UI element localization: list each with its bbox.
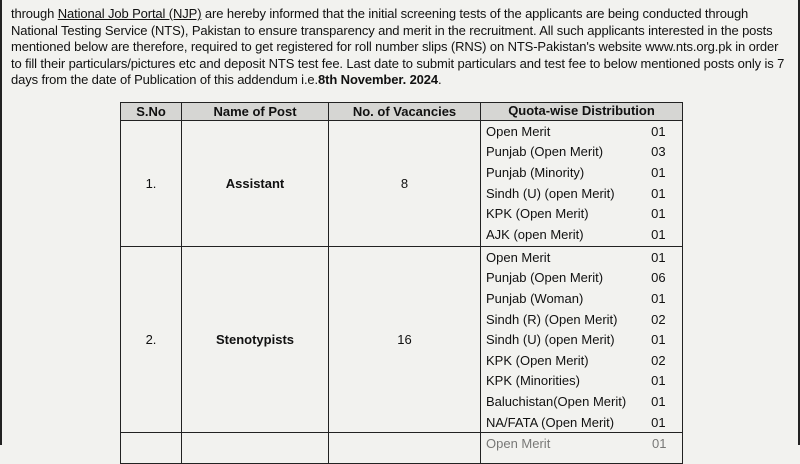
- quota-count: 01: [651, 123, 666, 139]
- quota-item: [481, 391, 681, 412]
- header-sno: S.No: [121, 103, 182, 121]
- row-post: [182, 433, 329, 464]
- quota-name: Sindh (U) (open Merit): [486, 332, 615, 348]
- row-post: Stenotypists: [182, 247, 329, 433]
- quota-name: NA/FATA (Open Merit): [486, 414, 615, 430]
- notice-line-1-rest: are hereby informed that the initial screening tests of the applicants are being conducted through: [201, 6, 749, 21]
- quota-name: Sindh (U) (open Merit): [486, 185, 615, 201]
- njp-link[interactable]: National Job Portal (NJP): [57, 6, 202, 21]
- quota-name: Open Merit: [486, 436, 551, 452]
- row-vacancies: 8: [329, 121, 481, 247]
- quota-count: 01: [651, 249, 666, 265]
- quota-item: [481, 224, 681, 245]
- quota-count: 01: [651, 393, 666, 409]
- notice-line-4: to fill their particulars/pictures etc and deposit NTS test fee. Last date to submit particulars and test fee to below mentioned posts only is 7: [11, 55, 785, 71]
- quota-item: [481, 142, 681, 163]
- quota-list: [481, 247, 681, 432]
- notice-paragraph: [11, 6, 793, 89]
- table-row-partial: [121, 433, 683, 464]
- row-quota: [481, 433, 683, 464]
- quota-item: [481, 412, 681, 433]
- row-quota: [481, 247, 683, 433]
- row-vacancies: 16: [329, 247, 481, 433]
- quota-name: Sindh (R) (Open Merit): [486, 311, 618, 327]
- quota-count: 03: [651, 144, 666, 160]
- notice-line-1-prefix: through: [11, 6, 58, 21]
- row-vacancies: [329, 433, 481, 464]
- row-sno: 1.: [121, 121, 182, 247]
- quota-name: KPK (Open Merit): [486, 206, 589, 222]
- quota-name: AJK (open Merit): [486, 226, 584, 242]
- quota-item: [481, 203, 681, 224]
- row-sno: 2.: [121, 247, 182, 433]
- notice-line-5: [11, 72, 793, 89]
- quota-list: [481, 121, 681, 245]
- quota-count: 01: [651, 414, 666, 430]
- quota-item: [481, 433, 682, 454]
- quota-name: Open Merit: [486, 249, 551, 265]
- quota-item: [481, 309, 681, 330]
- notice-line-3: mentioned below are therefore, required to get registered for roll number slips (RNS) on NTS-Pakistan's website www.nts.org.pk in order: [11, 39, 779, 55]
- row-sno: [121, 433, 182, 464]
- quota-item: [481, 371, 681, 392]
- notice-line-1: [11, 6, 793, 23]
- quota-item: [481, 350, 681, 371]
- quota-item: [481, 247, 681, 268]
- quota-name: Punjab (Open Merit): [486, 144, 604, 160]
- quota-name: Punjab (Minority): [486, 164, 585, 180]
- vacancy-table: [120, 102, 683, 464]
- quota-item: [481, 268, 681, 289]
- header-quota: Quota-wise Distribution: [481, 103, 683, 121]
- quota-count: 01: [651, 332, 666, 348]
- last-date: 8th November. 2024: [318, 72, 439, 88]
- table-row: [121, 247, 683, 433]
- quota-item: [481, 183, 681, 204]
- table-row: [121, 121, 683, 247]
- quota-name: KPK (Open Merit): [486, 352, 589, 368]
- notice-line-5-suffix: .: [438, 72, 442, 88]
- quota-count: 01: [651, 226, 666, 242]
- quota-item: [481, 121, 681, 142]
- quota-name: Punjab (Woman): [486, 290, 584, 306]
- table-header-row: [121, 103, 683, 121]
- notice-line-2: National Testing Service (NTS), Pakistan to ensure transparency and merit in the recruitment. All such applicants interested in the posts: [11, 22, 773, 38]
- quota-item: [481, 162, 681, 183]
- row-post: Assistant: [182, 121, 329, 247]
- quota-count: 02: [651, 311, 666, 327]
- quota-count: 06: [651, 270, 666, 286]
- quota-item: [481, 288, 681, 309]
- quota-count: 01: [651, 206, 666, 222]
- row-quota: [481, 121, 683, 247]
- notice-line-5-prefix: days from the date of Publication of this addendum i.e.: [11, 72, 319, 88]
- quota-name: Punjab (Open Merit): [486, 270, 604, 286]
- header-post: Name of Post: [182, 103, 329, 121]
- quota-count: 01: [651, 373, 666, 389]
- quota-count: 01: [651, 290, 666, 306]
- quota-count: 01: [652, 436, 667, 452]
- quota-name: KPK (Minorities): [486, 373, 580, 389]
- quota-count: 01: [651, 164, 666, 180]
- quota-count: 02: [651, 352, 666, 368]
- quota-count: 01: [651, 185, 666, 201]
- header-vacancies: No. of Vacancies: [329, 103, 481, 121]
- quota-name: Baluchistan(Open Merit): [486, 393, 627, 409]
- quota-name: Open Merit: [486, 123, 551, 139]
- quota-item: [481, 329, 681, 350]
